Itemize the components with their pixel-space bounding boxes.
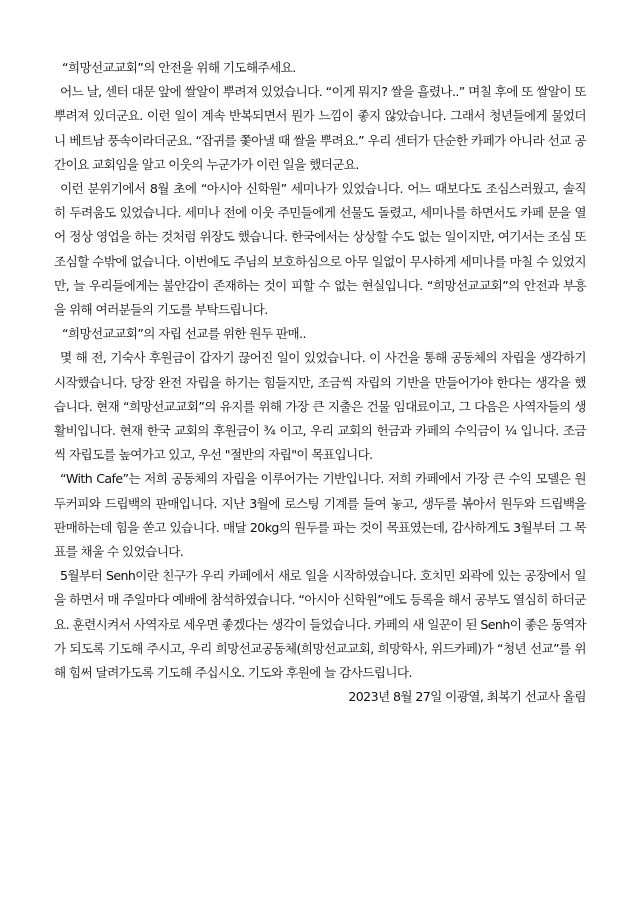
paragraph: 몇 해 전, 기숙사 후원금이 갑자기 끊어진 일이 있었습니다. 이 사건을 통해 공동체의 자립을 생각하기 시작했습니다. 당장 완전 자립을 하기는 힘들지만, 조금씩 자립의 기반을 만들어가야 한다는 생각을 했습니다. 현재 “희망선교교회”의 유지를 위해 가장 큰 지출은 건물 임대료이고, 그 다음은 사역자들의 생활비입니다. 현재 한국 교회의 후원금이 ¾ 이고, 우리 교회의 헌금과 카페의 수익금이 ¼ 입니다. 조금씩 자립도를 높여가고 있고, 우선 "절반의 자립"이 목표입니다. xyxy=(54,350,586,463)
paragraph: 이런 분위기에서 8월 초에 “아시아 신학원” 세미나가 있었습니다. 어느 때보다도 조심스러웠고, 솔직히 두려움도 있었습니다. 세미나 전에 이웃 주민들에게 선물도 돌렸고, 세미나를 하면서도 카페 문을 열어 정상 영업을 하는 것처럼 위장도 했습니다. 한국에서는 상상할 수도 없는 일이지만, 여기서는 조심 또 조심할 수밖에 없습니다. 이번에도 주님의 보호하심으로 아무 일없이 무사하게 세미나를 마칠 수 있었지만, 늘 우리들에게는 불안감이 존재하는 것이 피할 수 없는 현실입니다. “희망선교교회”의 안전과 부흥을 위해 여러분들의 기도를 부탁드립니다. xyxy=(54,181,586,318)
signature-line: 2023년 8월 27일 이광열, 최복기 선교사 올림 xyxy=(348,689,586,705)
paragraph: 5월부터 Senh이란 친구가 우리 카페에서 새로 일을 시작하였습니다. 호치민 외곽에 있는 공장에서 일을 하면서 매 주일마다 예배에 참석하였습니다. “아시아 신학원”에도 등록을 해서 공부도 열심히 하더군요. 훈련시켜서 사역자로 세우면 좋겠다는 생각이 들었습니다. 카페의 새 일꾼이 된 Senh이 좋은 동역자가 되도록 기도해 주시고, 우리 희망선교공동체(희망선교교회, 희망학사, 위드카페)가 “청년 선교”를 위해 힘써 달려가도록 기도해 주십시오. 기도와 후원에 늘 감사드립니다. xyxy=(54,568,586,681)
paragraph: 어느 날, 센터 대문 앞에 쌀알이 뿌려져 있었습니다. “이게 뭐지? 쌀을 흘렸나..” 며칠 후에 또 쌀알이 또 뿌려져 있더군요. 이런 일이 계속 반복되면서 뭔가 느낌이 좋지 않았습니다. 그래서 청년들에게 물었더니 베트남 풍속이라더군요. “잡귀를 쫓아낼 때 쌀을 뿌려요.” 우리 센터가 단순한 카페가 아니라 선교 공간이요 교회임을 알고 이웃의 누군가가 이런 일을 했더군요. xyxy=(54,84,586,172)
section-heading-selfsupport: “희망선교교회”의 자립 선교를 위한 원두 판매.. xyxy=(62,326,306,342)
paragraph: “With Cafe”는 저희 공동체의 자립을 이루어가는 기반입니다. 저희 카페에서 가장 큰 수익 모델은 원두커피와 드립백의 판매입니다. 지난 3월에 로스팅 기계를 들여 놓고, 생두를 볶아서 원두와 드립백을 판매하는데 힘을 쏟고 있습니다. 매달 20kg의 원두를 파는 것이 목표였는데, 감사하게도 3월부터 그 목표를 채울 수 있었습니다. xyxy=(54,471,586,560)
section-heading-safety: “희망선교교회”의 안전을 위해 기도해주세요. xyxy=(62,60,296,75)
letter-body xyxy=(54,56,586,709)
